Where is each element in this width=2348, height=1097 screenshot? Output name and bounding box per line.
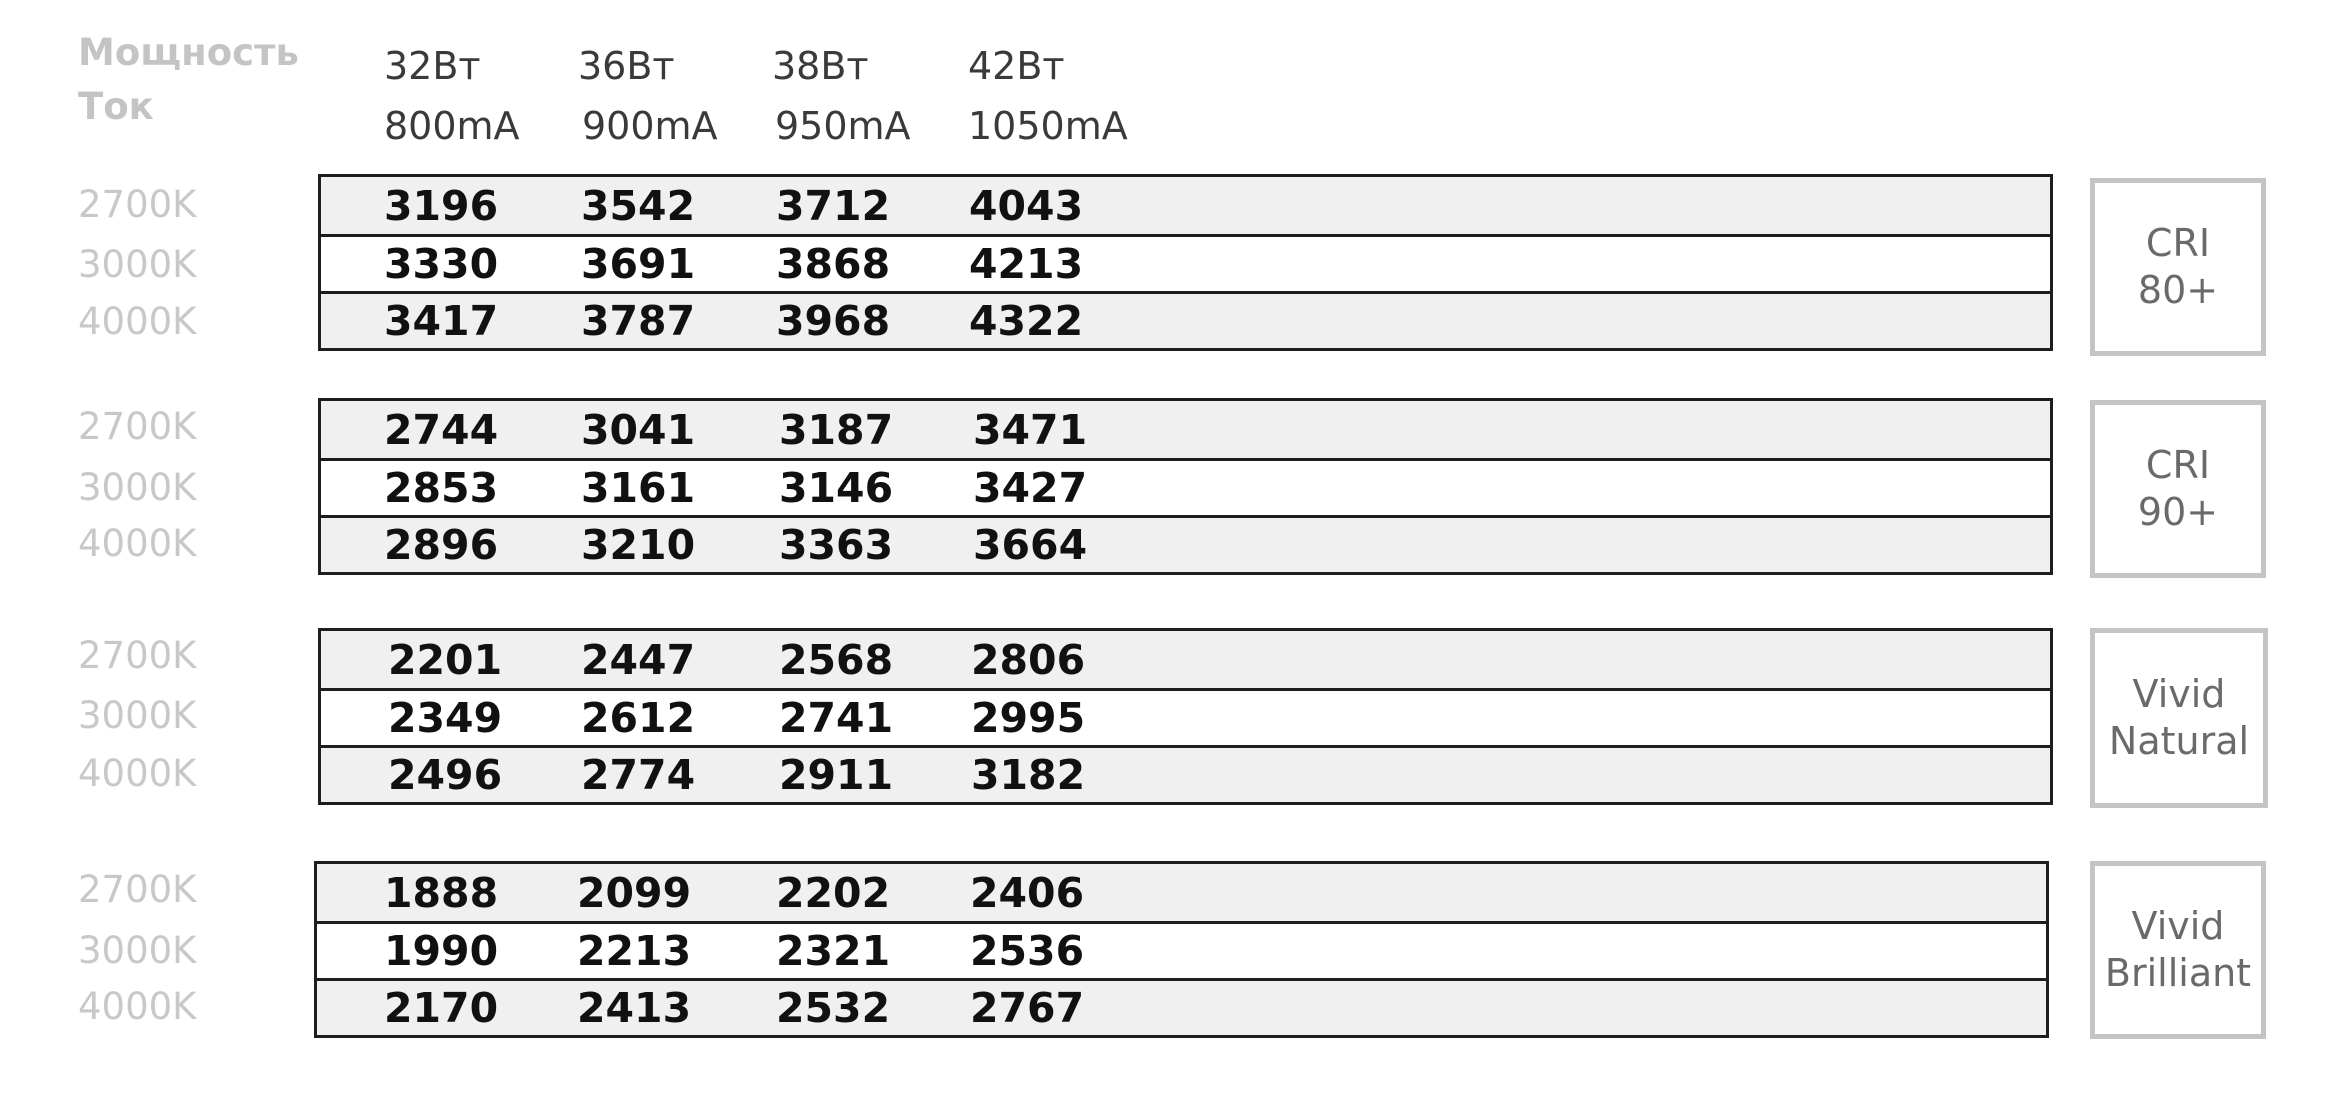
- badge-line: Brilliant: [2104, 951, 2252, 995]
- lumen-value: 3182: [971, 751, 1086, 799]
- lumen-value: 3471: [973, 405, 1088, 454]
- table-row: [321, 401, 2050, 458]
- lumen-value: 2213: [577, 927, 692, 975]
- column-power-38: 38Вт: [772, 44, 869, 88]
- lumen-value: 3196: [384, 181, 499, 230]
- lumen-value: 2201: [388, 635, 503, 684]
- lumen-value: 4322: [969, 297, 1084, 345]
- temp-label: 2700K: [78, 868, 197, 911]
- badge-line: 80+: [2137, 268, 2219, 312]
- table-row: [321, 177, 2050, 234]
- lumen-value: 3146: [779, 464, 894, 512]
- cri-90-badge: [2090, 400, 2266, 578]
- vivid-natural-badge: [2090, 628, 2268, 808]
- lumen-value: 3363: [779, 521, 894, 569]
- power-header-label: Мощность: [78, 31, 299, 74]
- lumen-value: 2321: [776, 927, 891, 975]
- lumen-value: 3868: [776, 240, 891, 288]
- table-row: [321, 745, 2050, 802]
- lumen-value: 2568: [779, 635, 894, 684]
- lumen-value: 2774: [581, 751, 696, 799]
- table-row: [321, 631, 2050, 688]
- lumen-value: 2413: [577, 984, 692, 1032]
- temp-label: 2700K: [78, 634, 197, 677]
- temp-label: 3000K: [78, 929, 197, 972]
- lumen-value: 1888: [384, 868, 499, 917]
- column-current-900: 900mA: [582, 104, 718, 148]
- lumen-table-vivid-natural: [318, 628, 2053, 805]
- lumen-value: 2447: [581, 635, 696, 684]
- lumen-table-cri90: [318, 398, 2053, 575]
- lumen-value: 2806: [971, 635, 1086, 684]
- lumen-value: 3161: [581, 464, 696, 512]
- table-row: [321, 515, 2050, 572]
- lumen-value: 2767: [970, 984, 1085, 1032]
- lumen-value: 3712: [776, 181, 891, 230]
- vivid-brilliant-badge: [2090, 861, 2266, 1039]
- temp-label: 2700K: [78, 405, 197, 448]
- lumen-table-cri80: [318, 174, 2053, 351]
- lumen-value: 2202: [776, 868, 891, 917]
- table-row: [321, 688, 2050, 745]
- table-row: [317, 978, 2046, 1035]
- lumen-value: 2099: [577, 868, 692, 917]
- column-current-950: 950mA: [775, 104, 911, 148]
- lumen-value: 2406: [970, 868, 1085, 917]
- cri-80-badge: [2090, 178, 2266, 356]
- badge-line: Vivid: [2131, 903, 2225, 948]
- table-row: [317, 921, 2046, 978]
- lumen-value: 3187: [779, 405, 894, 454]
- table-row: [321, 458, 2050, 515]
- lumen-value: 2349: [388, 694, 503, 742]
- lumen-value: 3427: [973, 464, 1088, 512]
- lumen-value: 3664: [973, 521, 1088, 569]
- lumen-value: 2911: [779, 751, 894, 799]
- temp-label: 3000K: [78, 694, 197, 737]
- temp-label: 4000K: [78, 752, 197, 795]
- badge-line: Natural: [2108, 719, 2250, 763]
- badge-line: CRI: [2145, 442, 2211, 487]
- temp-label: 4000K: [78, 300, 197, 343]
- lumen-value: 4213: [969, 240, 1084, 288]
- temp-label: 4000K: [78, 985, 197, 1028]
- lumen-value: 4043: [969, 181, 1084, 230]
- column-current-1050: 1050mA: [968, 104, 1128, 148]
- lumen-value: 3417: [384, 297, 499, 345]
- column-current-800: 800mA: [384, 104, 520, 148]
- badge-line: Vivid: [2132, 671, 2226, 716]
- lumen-value: 2532: [776, 984, 891, 1032]
- lumen-table-vivid-brilliant: [314, 861, 2049, 1038]
- column-power-36: 36Вт: [578, 44, 675, 88]
- temp-label: 4000K: [78, 522, 197, 565]
- lumen-value: 3041: [581, 405, 696, 454]
- lumen-value: 2612: [581, 694, 696, 742]
- current-header-label: Ток: [78, 85, 154, 128]
- lumen-value: 1990: [384, 927, 499, 975]
- temp-label: 3000K: [78, 466, 197, 509]
- lumen-value: 2536: [970, 927, 1085, 975]
- badge-line: 90+: [2137, 490, 2219, 534]
- lumen-value: 3691: [581, 240, 696, 288]
- lumen-value: 2744: [384, 405, 499, 454]
- lumen-value: 2741: [779, 694, 894, 742]
- lumen-value: 3330: [384, 240, 499, 288]
- temp-label: 2700K: [78, 183, 197, 226]
- lumen-value: 3968: [776, 297, 891, 345]
- temp-label: 3000K: [78, 243, 197, 286]
- lumen-value: 2170: [384, 984, 499, 1032]
- lumen-value: 2896: [384, 521, 499, 569]
- column-power-32: 32Вт: [384, 44, 481, 88]
- table-row: [317, 864, 2046, 921]
- lumen-value: 2853: [384, 464, 499, 512]
- badge-line: CRI: [2145, 220, 2211, 265]
- lumen-value: 3542: [581, 181, 696, 230]
- lumen-value: 3787: [581, 297, 696, 345]
- lumen-value: 3210: [581, 521, 696, 569]
- lumen-value: 2496: [388, 751, 503, 799]
- column-power-42: 42Вт: [968, 44, 1065, 88]
- table-row: [321, 234, 2050, 291]
- table-row: [321, 291, 2050, 348]
- lumen-value: 2995: [971, 694, 1086, 742]
